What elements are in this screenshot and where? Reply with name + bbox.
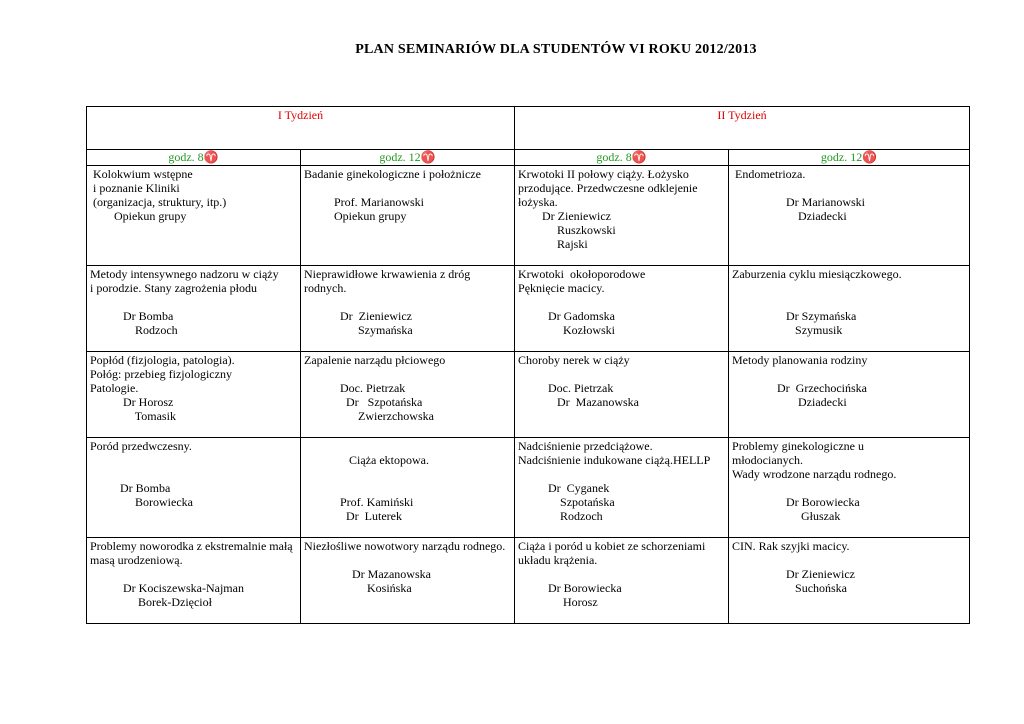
cell-line: [732, 295, 966, 309]
cell-line: Horosz: [518, 595, 598, 609]
cell-line: (organizacja, struktury, itp.): [90, 195, 227, 209]
cell-line: CIN. Rak szyjki macicy.: [732, 539, 850, 553]
week-2-header: II Tydzień: [515, 107, 970, 150]
cell-line: [90, 467, 297, 481]
cell-line: Pęknięcie macicy.: [518, 281, 605, 295]
cell-line: Metody planowania rodziny: [732, 353, 868, 367]
time-header-w2-8: godz. 8♈: [515, 150, 729, 166]
cell-line: masą urodzeniową.: [90, 553, 183, 567]
time-header-row: [87, 150, 970, 166]
table-row: [87, 266, 970, 352]
schedule-cell: [87, 166, 301, 266]
cell-line: [304, 481, 511, 495]
cell-line: Kozłowski: [518, 323, 616, 337]
cell-line: Nadciśnienie indukowane ciążą.HELLP: [518, 453, 711, 467]
cell-line: [90, 567, 297, 581]
cell-line: [732, 553, 966, 567]
cell-line: Połóg: przebieg fizjologiczny: [90, 367, 232, 381]
cell-line: Dr Szymańska: [732, 309, 857, 323]
cell-line: [304, 467, 511, 481]
cell-line: przodujące. Przedwczesne odklejenie: [518, 181, 698, 195]
cell-line: Dr Luterek: [304, 509, 402, 523]
cell-line: młodocianych.: [732, 453, 803, 467]
cell-line: Dziadecki: [732, 209, 847, 223]
cell-line: Dr Cyganek: [518, 481, 610, 495]
cell-line: Krwotoki okołoporodowe: [518, 267, 646, 281]
cell-line: Problemy noworodka z ekstremalnie małą: [90, 539, 293, 553]
cell-line: [732, 367, 966, 381]
cell-line: [518, 567, 725, 581]
cell-line: Dr Zieniewicz: [304, 309, 412, 323]
schedule-cell: [515, 166, 729, 266]
cell-line: Głuszak: [732, 509, 841, 523]
cell-line: Ruszkowski: [518, 223, 616, 237]
seminar-schedule-table: [86, 106, 970, 624]
week-1-header: I Tydzień: [87, 107, 515, 150]
schedule-cell: [301, 438, 515, 538]
table-row: [87, 352, 970, 438]
cell-line: Dr Kociszewska-Najman: [90, 581, 244, 595]
cell-line: [518, 295, 725, 309]
cell-line: [304, 181, 511, 195]
cell-line: [518, 467, 725, 481]
cell-line: Opiekun grupy: [90, 209, 187, 223]
cell-line: Dr Bomba: [90, 309, 174, 323]
schedule-cell: [515, 352, 729, 438]
schedule-cell: [301, 352, 515, 438]
cell-line: Dr Szpotańska: [304, 395, 423, 409]
cell-line: [304, 295, 511, 309]
cell-line: Badanie ginekologiczne i położnicze: [304, 167, 481, 181]
time-header-w1-8: godz. 8♈: [87, 150, 301, 166]
cell-line: rodnych.: [304, 281, 347, 295]
cell-line: Dr Mazanowska: [518, 395, 639, 409]
cell-line: Nieprawidłowe krwawienia z dróg: [304, 267, 471, 281]
cell-line: [732, 481, 966, 495]
cell-line: łożyska.: [518, 195, 558, 209]
cell-line: Krwotoki II połowy ciąży. Łożysko: [518, 167, 689, 181]
cell-line: Opiekun grupy: [304, 209, 407, 223]
schedule-cell: [729, 352, 970, 438]
cell-line: Problemy ginekologiczne u: [732, 439, 864, 453]
cell-line: [304, 553, 511, 567]
cell-line: i poznanie Kliniki: [90, 181, 180, 195]
cell-line: [732, 281, 966, 295]
cell-line: Dr Zieniewicz: [518, 209, 611, 223]
cell-line: Patologie.: [90, 381, 139, 395]
cell-line: Zapalenie narządu płciowego: [304, 353, 446, 367]
cell-line: Szymusik: [732, 323, 843, 337]
cell-line: Tomasik: [90, 409, 176, 423]
cell-line: Poród przedwczesny.: [90, 439, 192, 453]
week-header-row: [87, 107, 970, 150]
cell-line: [90, 453, 297, 467]
cell-line: Metody intensywnego nadzoru w ciąży: [90, 267, 279, 281]
cell-line: układu krążenia.: [518, 553, 598, 567]
schedule-cell: [301, 266, 515, 352]
schedule-cell: [87, 352, 301, 438]
cell-line: Dr Grzechocińska: [732, 381, 867, 395]
schedule-cell: [87, 438, 301, 538]
schedule-cell: [729, 166, 970, 266]
cell-line: Dr Borowiecka: [732, 495, 860, 509]
cell-line: [90, 295, 297, 309]
cell-line: Popłód (fizjologia, patologia).: [90, 353, 235, 367]
cell-line: Prof. Kamiński: [304, 495, 414, 509]
schedule-cell: [515, 266, 729, 352]
cell-line: [304, 439, 511, 453]
cell-line: Dr Marianowski: [732, 195, 865, 209]
cell-line: Dr Horosz: [90, 395, 174, 409]
schedule-cell: [729, 438, 970, 538]
schedule-cell: [87, 266, 301, 352]
schedule-cell: [515, 538, 729, 624]
cell-line: Ciąża ektopowa.: [304, 453, 429, 467]
cell-line: Szymańska: [304, 323, 413, 337]
cell-line: Choroby nerek w ciąży: [518, 353, 630, 367]
cell-line: Doc. Pietrzak: [304, 381, 406, 395]
cell-line: Nadciśnienie przedciążowe.: [518, 439, 653, 453]
schedule-cell: [515, 438, 729, 538]
cell-line: Suchońska: [732, 581, 848, 595]
schedule-cell: [729, 538, 970, 624]
cell-line: Dziadecki: [732, 395, 847, 409]
cell-line: Szpotańska: [518, 495, 615, 509]
schedule-cell: [301, 166, 515, 266]
page-title: PLAN SEMINARIÓW DLA STUDENTÓW VI ROKU 2012/2013: [355, 42, 757, 57]
schedule-cell: [87, 538, 301, 624]
cell-line: Rodzoch: [90, 323, 178, 337]
cell-line: [518, 367, 725, 381]
cell-line: Doc. Pietrzak: [518, 381, 614, 395]
cell-line: [732, 181, 966, 195]
cell-line: Kolokwium wstępne: [90, 167, 193, 181]
schedule-cell: [301, 538, 515, 624]
cell-line: i porodzie. Stany zagrożenia płodu: [90, 281, 257, 295]
cell-line: Rodzoch: [518, 509, 603, 523]
cell-line: Ciąża i poród u kobiet ze schorzeniami: [518, 539, 706, 553]
cell-line: Prof. Marianowski: [304, 195, 424, 209]
cell-line: Wady wrodzone narządu rodnego.: [732, 467, 897, 481]
cell-line: Rajski: [518, 237, 588, 251]
cell-line: Kosińska: [304, 581, 412, 595]
table-row: [87, 166, 970, 266]
cell-line: Endometrioza.: [732, 167, 806, 181]
table-row: [87, 438, 970, 538]
cell-line: [304, 367, 511, 381]
cell-line: Dr Mazanowska: [304, 567, 431, 581]
cell-line: Borek-Dzięcioł: [90, 595, 212, 609]
cell-line: Zwierzchowska: [304, 409, 434, 423]
cell-line: Zaburzenia cyklu miesiączkowego.: [732, 267, 902, 281]
time-header-w2-12: godz. 12♈: [729, 150, 970, 166]
schedule-cell: [729, 266, 970, 352]
cell-line: Dr Bomba: [90, 481, 171, 495]
table-row: [87, 538, 970, 624]
cell-line: Dr Borowiecka: [518, 581, 622, 595]
cell-line: Dr Gadomska: [518, 309, 615, 323]
cell-line: Dr Zieniewicz: [732, 567, 855, 581]
cell-line: Niezłośliwe nowotwory narządu rodnego.: [304, 539, 506, 553]
time-header-w1-12: godz. 12♈: [301, 150, 515, 166]
cell-line: Borowiecka: [90, 495, 193, 509]
